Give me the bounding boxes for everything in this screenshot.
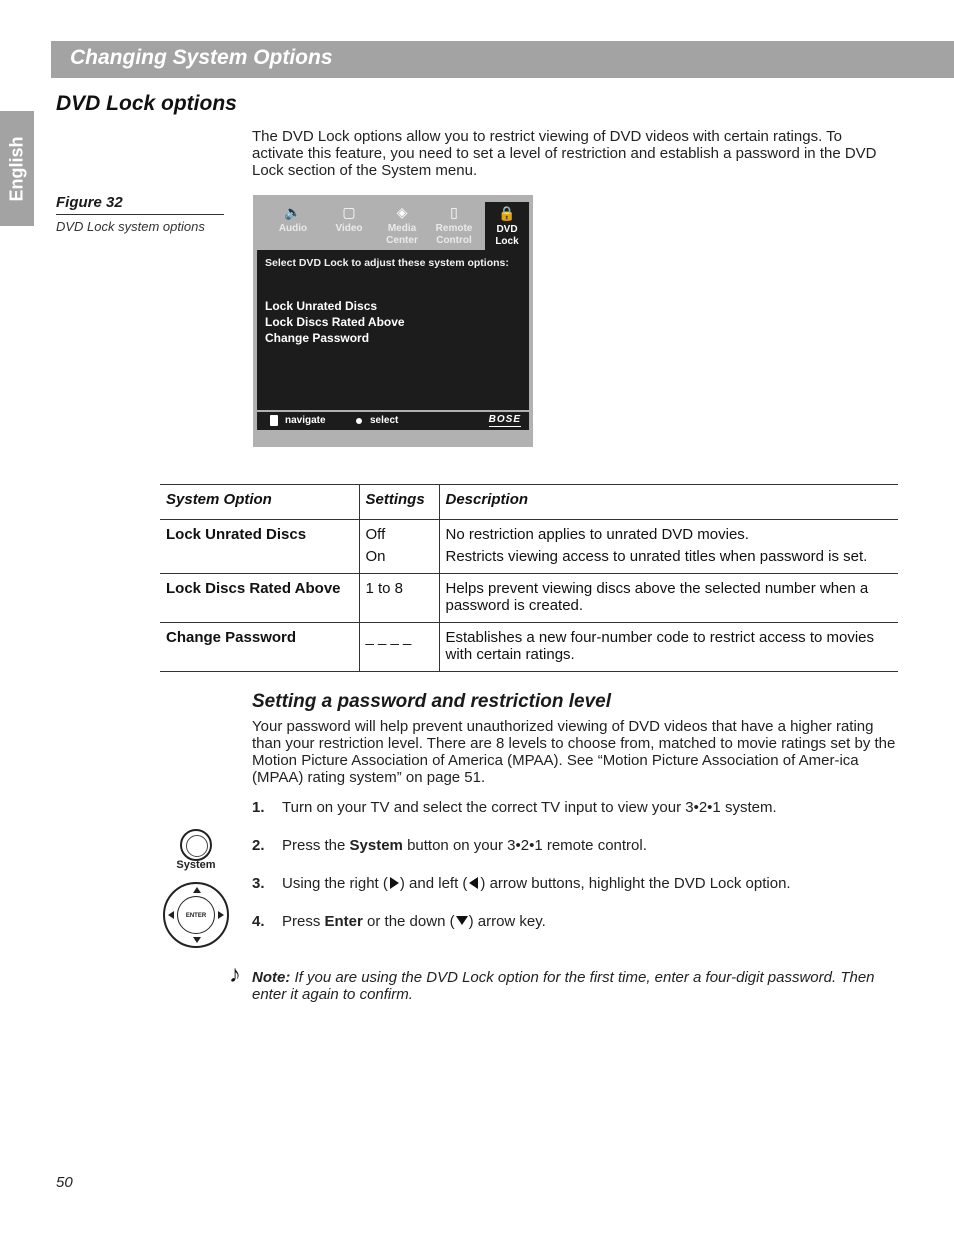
options-list <box>265 298 405 346</box>
step-text-bold: Enter <box>324 913 363 930</box>
step-text-bold: System <box>349 837 403 854</box>
arrow-down-icon <box>193 937 201 943</box>
table-row <box>160 574 898 623</box>
setting-value: On <box>365 548 386 565</box>
option-lock-unrated-discs: Lock Unrated Discs <box>265 299 378 313</box>
note-text: If you are using the DVD Lock option for the first time, enter a four-digit password. Then enter it again to confirm. <box>252 969 875 1003</box>
tab-media-center <box>376 201 428 251</box>
tab-label-2: Center <box>386 235 418 246</box>
table-row <box>160 520 898 574</box>
navigation-pad-icon <box>163 882 229 948</box>
select-icon <box>356 418 362 424</box>
step-text-part: ) arrow buttons, highlight the DVD Lock option. <box>480 875 791 892</box>
note-label: Note: <box>252 969 291 986</box>
column-header: System Option <box>166 491 272 508</box>
options-panel <box>257 250 529 410</box>
system-button-icon <box>180 829 212 861</box>
step-number: 4. <box>252 913 265 930</box>
options-prompt: Select DVD Lock to adjust these system options: <box>265 257 509 269</box>
speaker-icon: 🔈 <box>284 204 302 220</box>
brand-logo: BOSE <box>488 414 521 425</box>
tab-label-2: Control <box>436 235 472 246</box>
description-cell: Helps prevent viewing discs above the selected number when a password is created. <box>439 574 898 623</box>
page-number: 50 <box>56 1174 73 1191</box>
step-text-part: button on your 3•2•1 remote control. <box>402 837 647 854</box>
option-lock-discs-rated-above: Lock Discs Rated Above <box>265 315 405 329</box>
description-text: Restricts viewing access to unrated titles when password is set. <box>445 548 868 565</box>
step-text-part: ) arrow key. <box>468 913 546 930</box>
section-title: DVD Lock options <box>56 92 237 115</box>
system-options-table <box>160 484 898 672</box>
note-paragraph <box>252 969 902 1003</box>
figure-caption: DVD Lock system options <box>56 219 205 234</box>
remote-icon: ▯ <box>450 204 458 220</box>
tab-label: DVD <box>496 224 518 235</box>
navigate-label: navigate <box>285 415 326 426</box>
step-text <box>282 875 791 892</box>
table-header-row <box>160 485 898 520</box>
navigate-icon <box>270 415 278 426</box>
screen-nav-bar <box>257 412 529 430</box>
tab-label: Audio <box>278 223 308 234</box>
down-arrow-icon <box>456 916 468 925</box>
left-arrow-icon <box>469 877 478 889</box>
tab-label: Video <box>335 223 363 234</box>
tab-dvd-lock <box>485 202 529 251</box>
column-header: Settings <box>359 485 439 520</box>
option-cell: Lock Unrated Discs <box>166 526 307 543</box>
language-tab-label: English <box>6 135 27 202</box>
subsection-title: Setting a password and restriction level <box>252 691 611 712</box>
step-text-part: Press the <box>282 837 350 854</box>
step-number: 2. <box>252 837 265 854</box>
step-text-part: Using the right ( <box>282 875 388 892</box>
arrow-right-icon <box>218 911 224 919</box>
settings-cell <box>359 520 439 574</box>
music-note-icon: ♪ <box>229 961 241 988</box>
figure-label: Figure 32 <box>56 194 224 215</box>
tab-label-2: Lock <box>495 236 519 247</box>
step-text: Turn on your TV and select the correct TV input to view your 3•2•1 system. <box>282 799 777 816</box>
step-text <box>282 837 647 854</box>
description-text: No restriction applies to unrated DVD movies. <box>445 526 749 543</box>
option-change-password: Change Password <box>265 331 370 345</box>
step-text-part: or the down ( <box>362 913 455 930</box>
subsection-body: Your password will help prevent unauthorized viewing of DVD videos that have a higher rating than your restriction level. There are 8 levels to choose from, matched to movie ratings set by the Motion Picture Association of America (MPAA). See “Motion Picture Association of Amer-ica (MPAA) rating system” on page 51. <box>252 718 896 786</box>
step-number: 1. <box>252 799 265 816</box>
column-header: Description <box>439 485 898 520</box>
tab-label: Media <box>387 223 417 234</box>
page-header-title: Changing System Options <box>70 46 333 69</box>
step-text-part: Press <box>282 913 325 930</box>
settings-cell: 1 to 8 <box>359 574 439 623</box>
header-bar <box>51 41 954 78</box>
enter-button-icon: ENTER <box>177 896 215 934</box>
setting-value: Off <box>365 526 386 543</box>
tab-audio <box>267 201 319 251</box>
option-cell: Change Password <box>166 629 297 646</box>
language-tab <box>0 111 34 226</box>
lock-icon: 🔒 <box>498 205 516 221</box>
arrow-up-icon <box>193 887 201 893</box>
description-cell: Establishes a new four-number code to restrict access to movies with certain ratings. <box>439 623 898 672</box>
option-cell: Lock Discs Rated Above <box>166 580 341 597</box>
step-text-part: ) and left ( <box>399 875 468 892</box>
settings-cell: _ _ _ _ <box>359 623 439 672</box>
system-button-label: System <box>176 859 216 871</box>
table-row <box>160 623 898 672</box>
tab-remote-control <box>428 201 480 251</box>
step-number: 3. <box>252 875 265 892</box>
arrow-left-icon <box>168 911 174 919</box>
intro-paragraph: The DVD Lock options allow you to restrict viewing of DVD videos with certain ratings. To activate this feature, you need to set a level of restriction and establish a password in the DVD Lock section of the System menu. <box>252 128 877 179</box>
dvd-lock-screen-figure <box>253 195 533 447</box>
tab-video <box>323 201 375 251</box>
media-center-icon: ◈ <box>396 204 408 220</box>
system-menu-tabs <box>253 195 533 250</box>
select-label: select <box>370 415 399 426</box>
step-text <box>282 913 546 930</box>
right-arrow-icon <box>390 877 399 889</box>
tab-label: Remote <box>435 223 473 234</box>
tv-icon: ▢ <box>342 204 356 220</box>
description-cell <box>439 520 898 574</box>
